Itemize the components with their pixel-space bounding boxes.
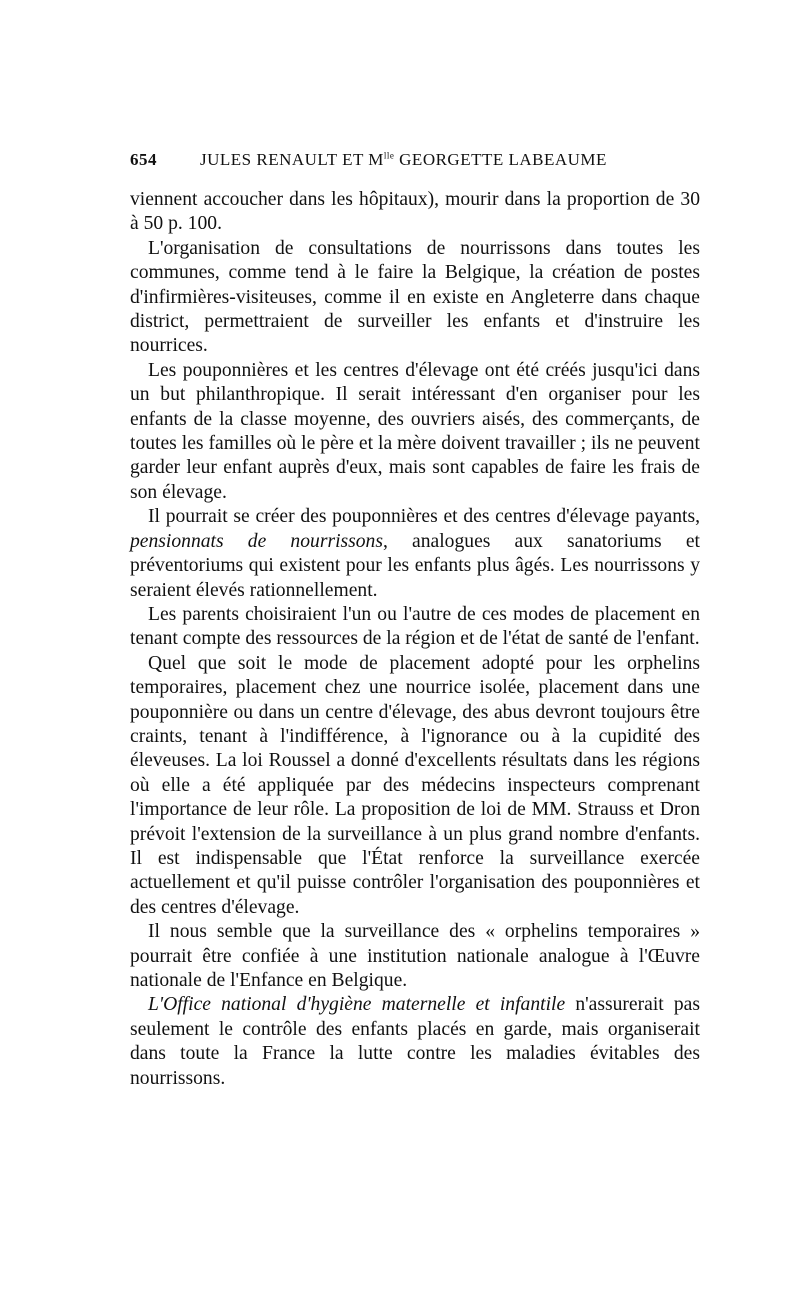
running-title xyxy=(200,150,607,170)
paragraph-pensionnats-italic: pensionnats de nourrissons xyxy=(130,530,383,552)
running-title-coauthor: GEORGETTE LABEAUME xyxy=(394,150,607,169)
paragraph-office-italic: L'Office national d'hygiène maternelle et infantile xyxy=(148,994,566,1016)
running-header xyxy=(130,150,700,174)
paragraph-office-end: n'assurerait pas seulement le contrôle des enfants placés en garde, mais organiserait dans toute la France la lutte contre les maladies évitables des nourrissons. xyxy=(130,994,700,1089)
paragraph-pouponnieres: Les pouponnières et les centres d'élevage ont été créés jusqu'ici dans un but philanthropique. Il serait intéressant d'en organiser pour les enfants de la classe moyenne, des ouvriers aisés, des commerçants, de toutes les familles où le père et la mère doivent travailler ; ils ne peuvent garder leur enfant auprès d'eux, mais sont capables de faire les frais de son élevage. xyxy=(130,359,700,503)
book-page xyxy=(130,150,700,1091)
running-title-authors: JULES RENAULT ET M xyxy=(200,150,384,169)
paragraph-parents: Les parents choisiraient l'un ou l'autre de ces modes de placement en tenant compte des ressources de la région et de l'état de santé de l'enfant. xyxy=(130,603,700,650)
paragraph-pensionnats-start: Il pourrait se créer des pouponnières et des centres d'élevage payants, xyxy=(148,506,700,528)
paragraph-surveillance: Il nous semble que la surveillance des « orphelins temporaires » pourrait être confiée à une institution nationale analogue à l'Œuvre nationale de l'Enfance en Belgique. xyxy=(130,921,700,991)
running-title-superscript: lle xyxy=(383,150,395,161)
paragraph-pensionnats xyxy=(130,505,700,603)
page-number: 654 xyxy=(130,150,157,169)
paragraph-pensionnats-end: , analogues aux sanatoriums et préventoriums qui existent pour les enfants plus âgés. Les nourrissons y seraient élevés rationnellement. xyxy=(130,530,700,601)
paragraph-office-national xyxy=(130,993,700,1091)
body-text xyxy=(130,188,700,1091)
paragraph-consultations: L'organisation de consultations de nourrissons dans toutes les communes, comme tend à le faire la Belgique, la création de postes d'infirmières-visiteuses, comme il en existe en Angleterre dans chaque district, permettraient de surveiller les enfants et d'instruire les nourrices. xyxy=(130,237,700,357)
paragraph-placement: Quel que soit le mode de placement adopté pour les orphelins temporaires, placement chez une nourrice isolée, placement dans une pouponnière ou dans un centre d'élevage, des abus devront toujours être craints, tenant à l'indifférence, à l'ignorance ou à la cupidité des éleveuses. La loi Roussel a donné d'excellents résultats dans les régions où elle a été appliquée par des médecins inspecteurs comprenant l'importance de leur rôle. La proposition de loi de MM. Strauss et Dron prévoit l'extension de la surveillance à un plus grand nombre d'enfants. Il est indispensable que l'État renforce la surveillance exercée actuellement et qu'il puisse contrôler l'organisation des pouponnières et des centres d'élevage. xyxy=(130,652,700,918)
paragraph-continuation: viennent accoucher dans les hôpitaux), mourir dans la proportion de 30 à 50 p. 100. xyxy=(130,189,700,235)
